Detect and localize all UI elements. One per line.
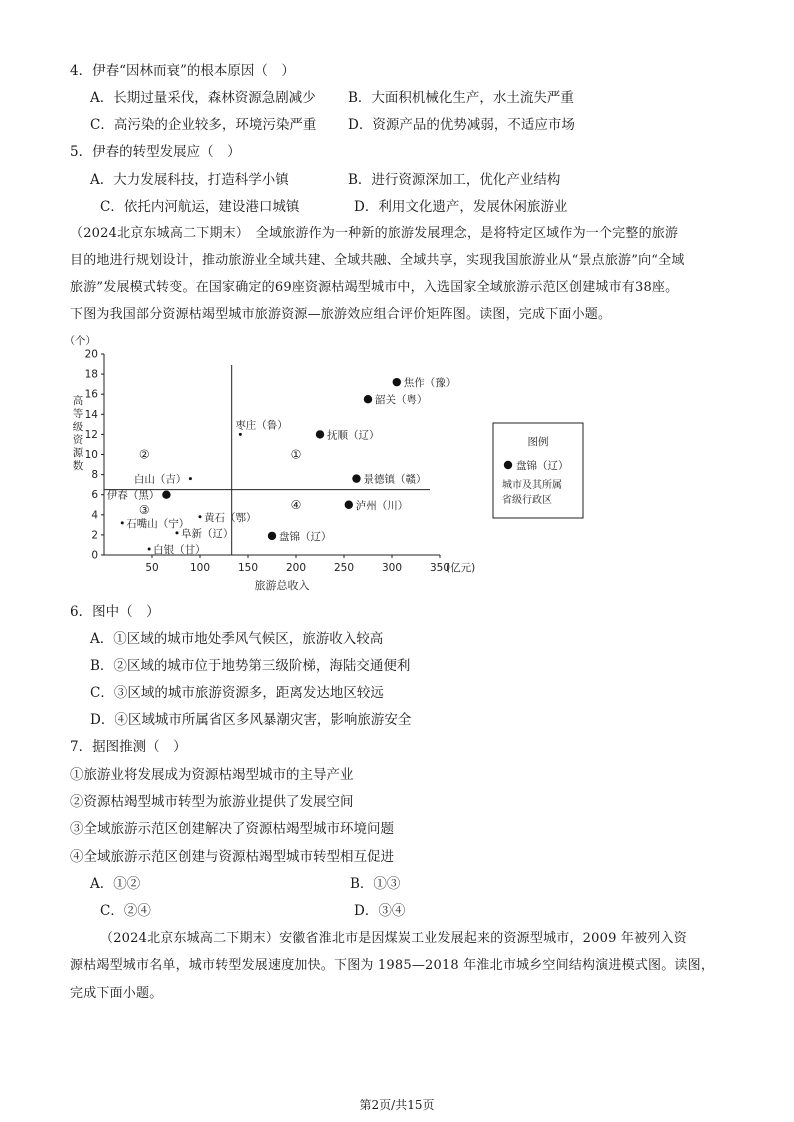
q6-option-c[interactable]: C．③区域的城市旅游资源多，距离发达地区较远 xyxy=(90,685,384,701)
data-point-label: 白银（甘） xyxy=(153,543,206,556)
y-tick-label: 14 xyxy=(84,408,98,421)
data-point-label: 伊春（黑） xyxy=(106,489,160,502)
q5-option-d[interactable]: D．利用文化遗产，发展休闲旅游业 xyxy=(354,199,568,215)
data-point-label: 盘锦（辽） xyxy=(279,530,332,543)
y-tick-label: 16 xyxy=(84,388,98,401)
x-tick-label: 300 xyxy=(381,562,403,574)
quadrant-label: ② xyxy=(138,447,150,462)
page-number: 第2页/共15页 xyxy=(359,1098,435,1112)
legend-entry: 盘锦（辽） xyxy=(516,460,569,472)
data-point xyxy=(393,378,401,386)
legend-title: 图例 xyxy=(527,436,549,448)
x-axis-label: 旅游总收入 xyxy=(254,579,310,592)
legend-desc-line1: 城市及其所属 xyxy=(502,480,562,491)
legend-marker xyxy=(504,461,512,469)
q4-option-b[interactable]: B．大面积机械化生产，水土流失严重 xyxy=(348,90,574,106)
y-axis-unit: （个） xyxy=(64,335,96,347)
quadrant-label: ① xyxy=(290,447,302,462)
data-point-label: 焦作（豫） xyxy=(403,377,457,390)
y-tick-label: 0 xyxy=(91,549,98,562)
quadrant-label: ③ xyxy=(138,502,150,517)
data-point-label: 白山（吉） xyxy=(133,473,187,486)
q7-option-d[interactable]: D．③④ xyxy=(354,903,406,919)
x-axis-unit: (亿元) xyxy=(446,562,476,574)
data-point xyxy=(316,430,324,438)
q6-stem: 6．图中（ ） xyxy=(70,604,160,620)
intro1-line2: 目的地进行规划设计，推动旅游业全域共建、全域共融、全域共享，实现我国旅游业从“景点旅游”向“全域 xyxy=(70,253,685,268)
y-axis-label: 高等级资源数 xyxy=(72,395,84,472)
x-tick-label: 100 xyxy=(189,562,211,574)
q6-option-b[interactable]: B．②区域的城市位于地势第三级阶梯，海陆交通便利 xyxy=(90,658,411,674)
y-tick-label: 10 xyxy=(84,449,98,461)
data-point xyxy=(345,501,353,509)
y-tick-label: 2 xyxy=(91,529,98,542)
y-tick-label: 4 xyxy=(91,509,98,522)
x-tick-label: 150 xyxy=(237,562,259,574)
q7-statement-4: ④全域旅游示范区创建与资源枯竭型城市转型相互促进 xyxy=(70,849,394,865)
data-point-label: 韶关（粤） xyxy=(375,394,428,407)
q6-option-a[interactable]: A．①区域的城市地处季风气候区，旅游收入较高 xyxy=(90,631,384,647)
data-point xyxy=(199,515,202,518)
data-point-label: 石嘴山（宁） xyxy=(126,517,190,530)
intro1-line1: （2024北京东城高二下期末） 全域旅游作为一种新的旅游发展理念，是将特定区域作为一个完整的旅游 xyxy=(70,226,679,241)
q6-option-d[interactable]: D．④区域城市所属省区多风暴潮灾害，影响旅游安全 xyxy=(90,712,412,728)
data-point-label: 枣庄（鲁） xyxy=(235,419,288,432)
intro1-line4: 下图为我国部分资源枯竭型城市旅游资源—旅游效应组合评价矩阵图。读图，完成下面小题。 xyxy=(70,307,612,322)
data-point xyxy=(121,521,124,524)
x-tick-label: 250 xyxy=(333,562,355,574)
y-tick-label: 18 xyxy=(84,368,98,381)
data-point-label: 泸州（川） xyxy=(355,499,409,512)
q5-option-a[interactable]: A．大力发展科技，打造科学小镇 xyxy=(90,172,289,188)
data-point-label: 景德镇（赣） xyxy=(363,473,427,486)
y-tick-label: 20 xyxy=(84,348,98,361)
data-point xyxy=(162,491,170,499)
data-point xyxy=(175,531,178,534)
intro2-line1: （2024北京东城高二下期末）安徽省淮北市是因煤炭工业发展起来的资源型城市，2009 年被列入资 xyxy=(100,931,687,946)
intro1-line3: 旅游”发展模式转变。在国家确定的69座资源枯竭型城市中，入选国家全域旅游示范区创建城市有38座。 xyxy=(70,280,679,295)
q4-option-c[interactable]: C．高污染的企业较多，环境污染严重 xyxy=(90,117,317,133)
data-point xyxy=(352,474,360,482)
y-tick-label: 8 xyxy=(91,469,98,482)
q4-option-a[interactable]: A．长期过量采伐，森林资源急剧减少 xyxy=(90,90,316,106)
q7-option-b[interactable]: B．①③ xyxy=(350,876,401,892)
data-point xyxy=(268,532,276,540)
x-tick-label: 50 xyxy=(145,562,159,574)
legend-desc-line2: 省级行政区 xyxy=(502,495,552,506)
data-point-label: 黄石（鄂） xyxy=(204,511,257,524)
q7-option-c[interactable]: C．②④ xyxy=(100,903,151,919)
q7-stem: 7．据图推测（ ） xyxy=(70,739,187,755)
data-point xyxy=(239,433,242,436)
y-tick-label: 6 xyxy=(91,489,98,502)
data-point xyxy=(189,477,192,480)
data-point-label: 抚顺（辽） xyxy=(327,429,380,442)
intro2-line2: 源枯竭型城市名单，城市转型发展速度加快。下图为 1985—2018 年淮北市城乡空间结构演进模式图。读图， xyxy=(70,958,715,973)
q7-statement-2: ②资源枯竭型城市转型为旅游业提供了发展空间 xyxy=(70,794,354,810)
resource-effect-matrix-chart xyxy=(0,326,794,596)
data-point xyxy=(364,395,372,403)
x-tick-label: 200 xyxy=(285,562,307,574)
q5-option-c[interactable]: C．依托内河航运，建设港口城镇 xyxy=(100,199,300,215)
quadrant-label: ④ xyxy=(290,497,302,512)
q7-option-a[interactable]: A．①② xyxy=(90,876,141,892)
q5-stem: 5．伊春的转型发展应（ ） xyxy=(70,144,241,160)
y-tick-label: 12 xyxy=(84,428,98,441)
q4-option-d[interactable]: D．资源产品的优势减弱，不适应市场 xyxy=(348,117,575,133)
x-tick-label: 350 xyxy=(429,562,451,574)
q7-statement-1: ①旅游业将发展成为资源枯竭型城市的主导产业 xyxy=(70,767,354,783)
q7-statement-3: ③全域旅游示范区创建解决了资源枯竭型城市环境问题 xyxy=(70,821,394,837)
q4-stem: 4．伊春“因林而衰”的根本原因（ ） xyxy=(70,63,295,79)
data-point xyxy=(148,547,151,550)
q5-option-b[interactable]: B．进行资源深加工，优化产业结构 xyxy=(348,172,561,188)
data-point-label: 阜新（辽） xyxy=(180,527,234,540)
intro2-line3: 完成下面小题。 xyxy=(70,986,163,1001)
